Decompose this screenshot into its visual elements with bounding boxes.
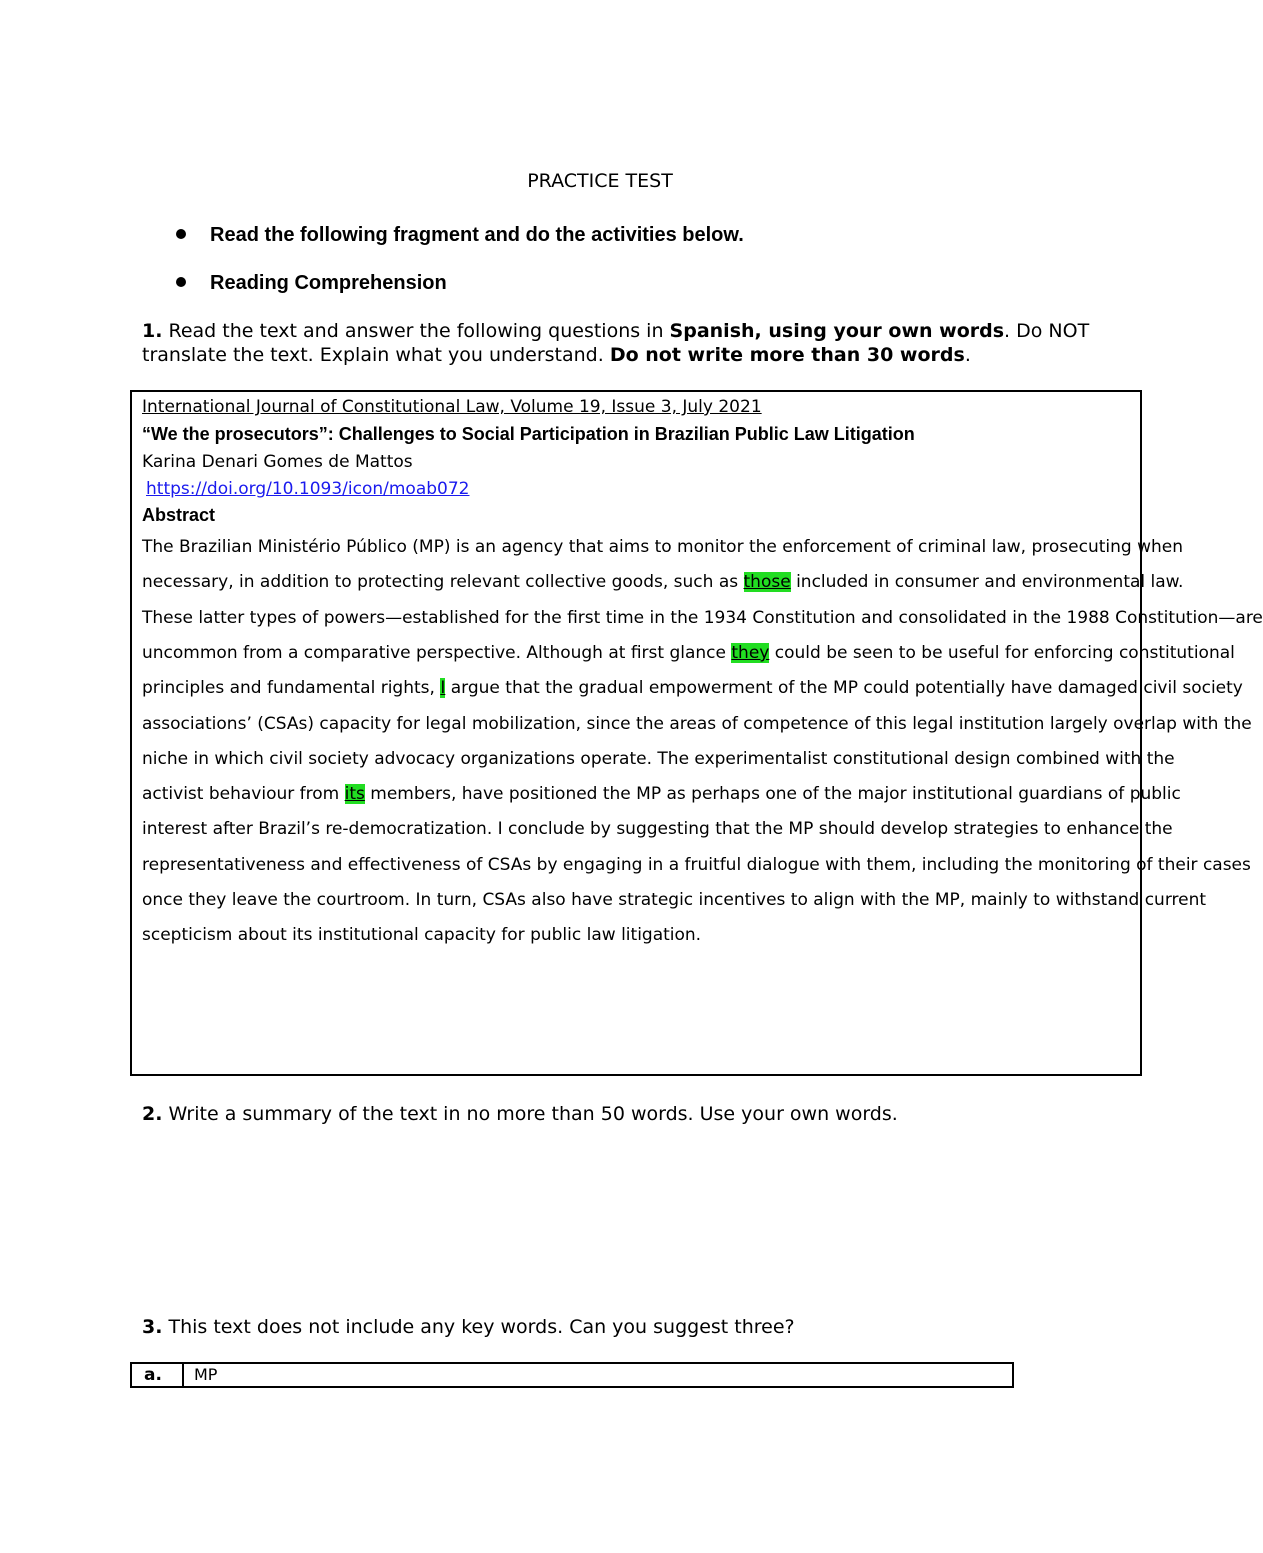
abstract-text: The Brazilian Ministério Público (MP) is an agency that aims to monitor the enforcement of criminal law, prosecuting when xyxy=(142,537,1184,557)
abstract-line xyxy=(142,749,1175,769)
question-text: Write a summary of the text in no more than 50 words. Use your own words. xyxy=(162,1103,898,1125)
question-number: 3. xyxy=(142,1316,163,1338)
section-heading: Reading Comprehension xyxy=(210,272,447,294)
keyword-value[interactable]: MP xyxy=(194,1365,218,1384)
keyword-label: a. xyxy=(132,1364,184,1386)
journal-citation: International Journal of Constitutional Law, Volume 19, Issue 3, July 2021 xyxy=(142,397,762,417)
question-2 xyxy=(142,1102,898,1126)
question-text: . Do NOT xyxy=(1004,320,1090,342)
section-bullet xyxy=(176,272,447,295)
article-box xyxy=(130,390,1263,1076)
abstract-line xyxy=(142,678,1243,698)
question-text: translate the text. Explain what you understand. xyxy=(142,344,610,366)
keywords-table xyxy=(130,1362,1014,1388)
instruction-text: Read the following fragment and do the activities below. xyxy=(210,224,744,246)
abstract-text: once they leave the courtroom. In turn, CSAs also have strategic incentives to align with the MP, mainly to withstand current xyxy=(142,890,1207,910)
abstract-line xyxy=(142,608,1263,628)
abstract-text: could be seen to be useful for enforcing constitutional xyxy=(769,642,1235,663)
abstract-line xyxy=(142,643,1235,663)
question-emphasis: Do not write more than 30 words xyxy=(609,344,965,366)
question-number: 1. xyxy=(142,320,163,342)
abstract-text: associations’ (CSAs) capacity for legal mobilization, since the areas of competence of this legal institution largely overlap with the xyxy=(142,713,1252,734)
abstract-line xyxy=(142,537,1183,557)
question-3 xyxy=(142,1315,795,1339)
abstract-line xyxy=(142,890,1206,910)
question-text: Read the text and answer the following questions in xyxy=(162,320,670,342)
highlighted-reference-word: they xyxy=(731,642,770,663)
question-text: This text does not include any key words. Can you suggest three? xyxy=(162,1316,795,1338)
abstract-text: scepticism about its institutional capacity for public law litigation. xyxy=(142,925,702,946)
bullet-icon xyxy=(176,277,186,287)
abstract-text: uncommon from a comparative perspective. Although at first glance xyxy=(142,642,732,663)
instruction-bullet xyxy=(176,224,744,247)
abstract-line xyxy=(142,784,1181,804)
doi-link[interactable]: https://doi.org/10.1093/icon/moab072 xyxy=(146,479,470,499)
abstract-line xyxy=(142,925,701,945)
highlighted-reference-word: its xyxy=(344,784,365,805)
question-number: 2. xyxy=(142,1103,163,1125)
question-1 xyxy=(142,319,1089,367)
abstract-text: activist behaviour from xyxy=(142,784,345,805)
question-text: . xyxy=(964,344,971,366)
abstract-text: principles and fundamental rights, xyxy=(142,678,441,699)
bullet-icon xyxy=(176,229,186,239)
abstract-text: necessary, in addition to protecting relevant collective goods, such as xyxy=(142,572,744,593)
highlighted-reference-word: I xyxy=(440,678,446,699)
abstract-line xyxy=(142,819,1173,839)
highlighted-reference-word: those xyxy=(743,572,791,593)
abstract-line xyxy=(142,714,1252,734)
abstract-text: interest after Brazil’s re-democratization. I conclude by suggesting that the MP should develop strategies to enhance the xyxy=(142,819,1173,840)
article-author: Karina Denari Gomes de Mattos xyxy=(142,452,413,472)
article-title: “We the prosecutors”: Challenges to Social Participation in Brazilian Public Law Litigation xyxy=(142,424,915,444)
abstract-line xyxy=(142,855,1251,875)
abstract-text: representativeness and effectiveness of CSAs by engaging in a fruitful dialogue with them, including the monitoring of their cases xyxy=(142,854,1251,875)
abstract-heading: Abstract xyxy=(142,505,216,525)
abstract-text: These latter types of powers—established for the first time in the 1934 Constitution and consolidated in the 1988 Constitution—are xyxy=(142,607,1263,628)
abstract-text: niche in which civil society advocacy organizations operate. The experimentalist constitutional design combined with the xyxy=(142,748,1175,769)
abstract-text: argue that the gradual empowerment of the MP could potentially have damaged civil society xyxy=(445,678,1243,699)
abstract-line xyxy=(142,572,1183,592)
abstract-text: members, have positioned the MP as perhaps one of the major institutional guardians of public xyxy=(364,784,1181,805)
abstract-text: included in consumer and environmental law. xyxy=(790,572,1184,593)
question-emphasis: Spanish, using your own words xyxy=(669,320,1005,342)
page-title: PRACTICE TEST xyxy=(527,170,673,192)
